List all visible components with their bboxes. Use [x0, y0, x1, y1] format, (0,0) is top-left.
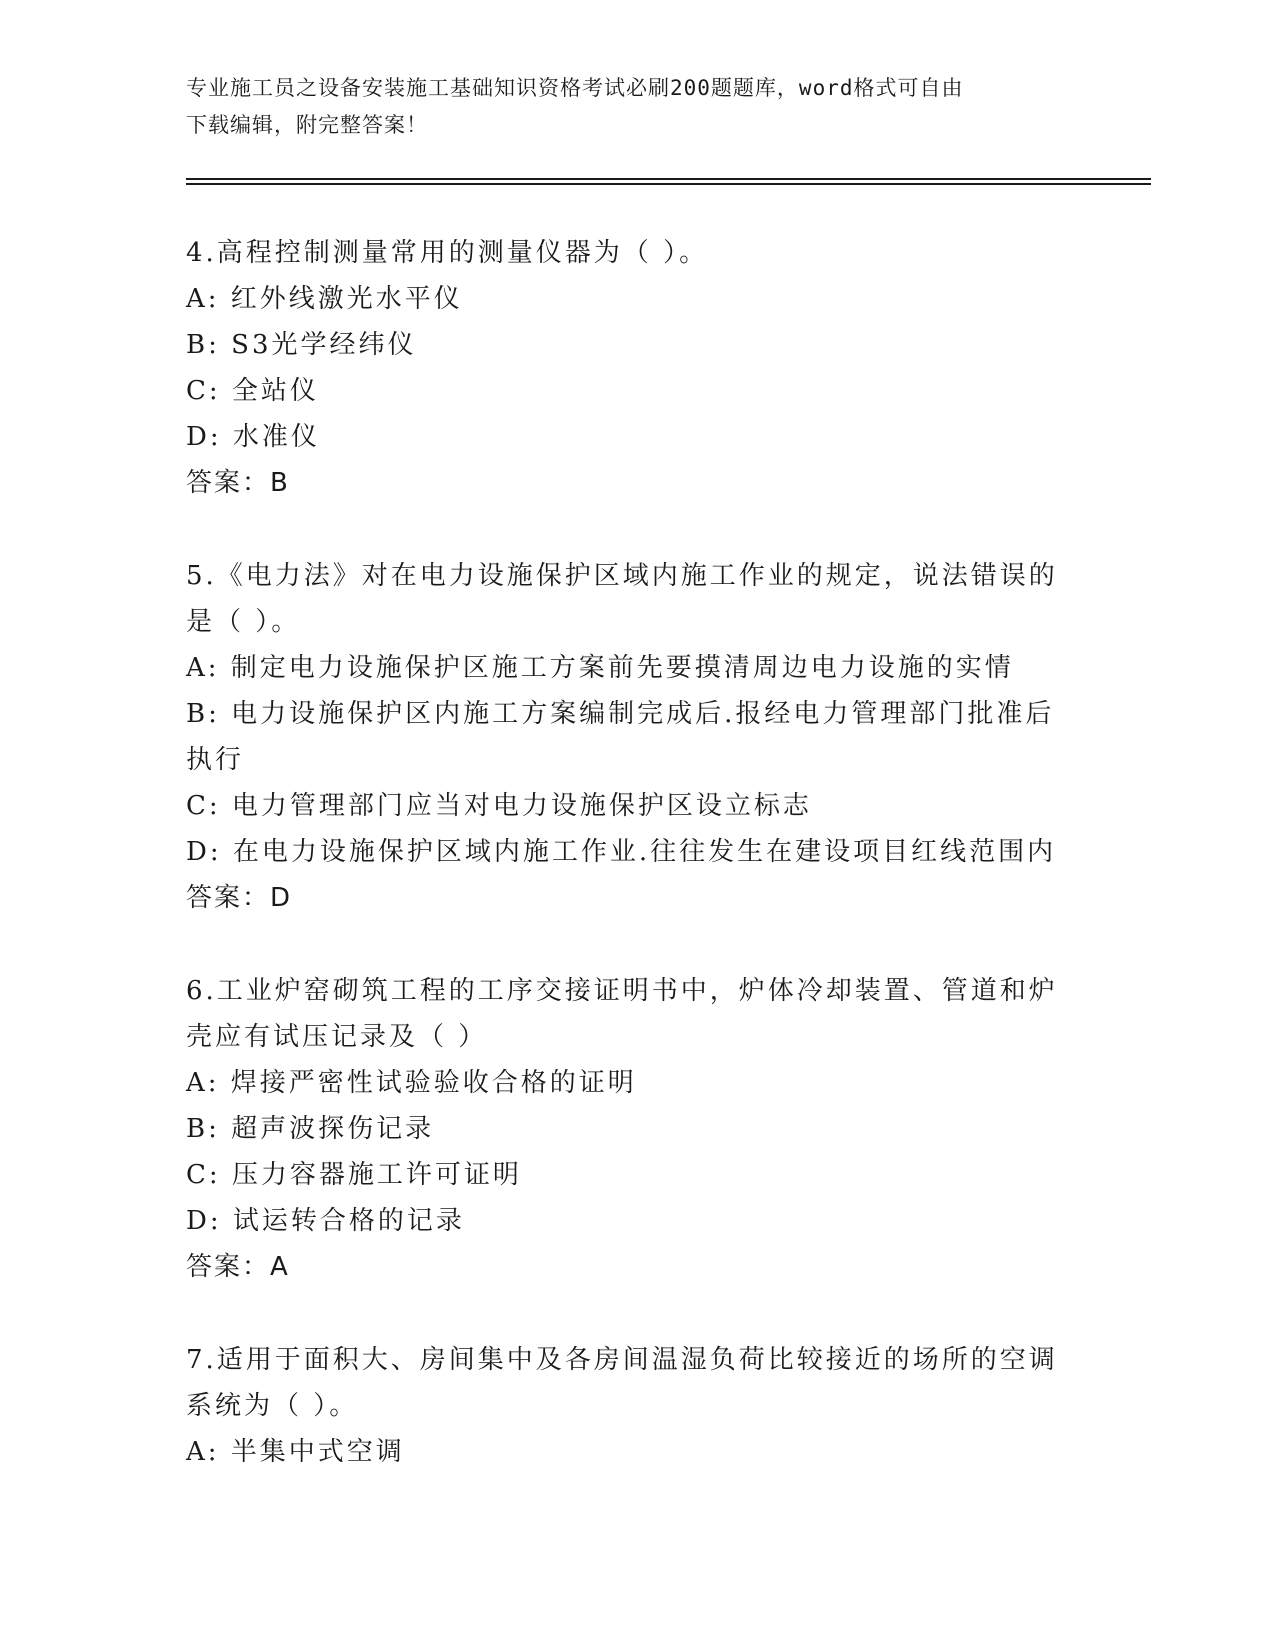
option-c: C: 全站仪 — [186, 376, 319, 406]
header-line-1: 专业施工员之设备安装施工基础知识资格考试必刷200题题库，word格式可自由 — [186, 76, 964, 100]
option-a: A: 制定电力设施保护区施工方案前先要摸清周边电力设施的实情 — [186, 653, 1014, 683]
answer-line: 答案：A — [186, 1252, 290, 1282]
option-b: B: 电力设施保护区内施工方案编制完成后.报经电力管理部门批准后 — [186, 699, 1055, 729]
option-c: C: 电力管理部门应当对电力设施保护区设立标志 — [186, 791, 812, 821]
question-stem-line: 7.适用于面积大、房间集中及各房间温湿负荷比较接近的场所的空调 — [186, 1345, 1058, 1375]
question-4 — [186, 230, 1076, 506]
question-stem-line: 是（ ）。 — [186, 607, 301, 637]
option-a: A: 半集中式空调 — [186, 1437, 405, 1467]
question-stem-line: 4.高程控制测量常用的测量仪器为（ ）。 — [186, 238, 709, 268]
question-list — [186, 230, 1076, 1522]
question-6 — [186, 968, 1076, 1290]
question-stem-line: 系统为（ ）。 — [186, 1391, 359, 1421]
header-line-2: 下载编辑，附完整答案！ — [186, 113, 428, 137]
option-d: D: 在电力设施保护区域内施工作业.往往发生在建设项目红线范围内 — [186, 837, 1057, 867]
header-divider-top — [186, 178, 1151, 180]
question-stem-line: 5.《电力法》对在电力设施保护区域内施工作业的规定，说法错误的 — [186, 561, 1058, 591]
option-d: D: 试运转合格的记录 — [186, 1206, 465, 1236]
option-d: D: 水准仪 — [186, 422, 320, 452]
document-header — [186, 70, 1076, 144]
option-b: B: 超声波探伤记录 — [186, 1114, 435, 1144]
question-5 — [186, 553, 1076, 921]
answer-line: 答案：D — [186, 883, 293, 913]
question-stem-line: 6.工业炉窑砌筑工程的工序交接证明书中，炉体冷却装置、管道和炉 — [186, 976, 1058, 1006]
option-a: A: 焊接严密性试验验收合格的证明 — [186, 1068, 637, 1098]
header-divider-bottom — [186, 183, 1151, 185]
question-7 — [186, 1337, 1076, 1475]
option-c: C: 压力容器施工许可证明 — [186, 1160, 522, 1190]
option-b: B: S3光学经纬仪 — [186, 330, 417, 360]
question-stem-line: 壳应有试压记录及（ ） — [186, 1022, 488, 1052]
answer-line: 答案：B — [186, 468, 290, 498]
option-b-continuation: 执行 — [186, 745, 245, 775]
option-a: A: 红外线激光水平仪 — [186, 284, 463, 314]
